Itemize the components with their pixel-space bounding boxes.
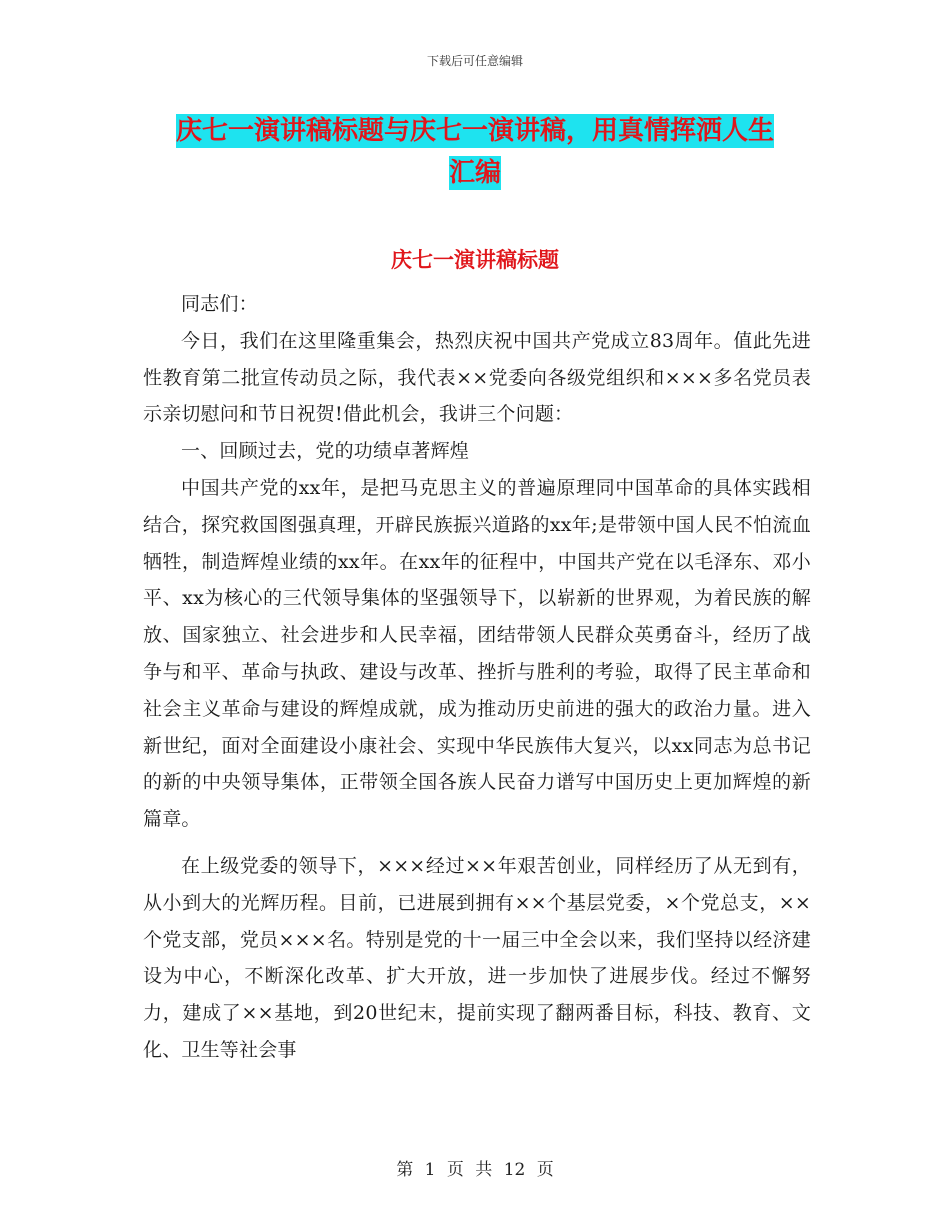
paragraph-local: 在上级党委的领导下，×××经过××年艰苦创业，同样经历了从无到有，从小到大的光辉历程。目前，已进展到拥有××个基层党委，×个党总支，××个党支部，党员×××名。特别是党的十一届三中全会以来，我们坚持以经济建设为中心，不断深化改革、扩大开放，进一步加快了进展步伐。经过不懈努力，建成了××基地，到20世纪末，提前实现了翻两番目标，科技、教育、文化、卫生等社会事 [143, 854, 811, 1061]
main-title-line1: 庆七一演讲稿标题与庆七一演讲稿，用真情挥洒人生 [175, 116, 774, 146]
paragraph-intro: 今日，我们在这里隆重集会，热烈庆祝中国共产党成立83周年。值此先进性教育第二批宣传动员之际，我代表××党委向各级党组织和×××多名党员表示亲切慰问和节日祝贺!借此机会，我讲三个问题： [143, 329, 811, 426]
section-title: 庆七一演讲稿标题 [391, 248, 559, 272]
paragraph-salutation: 同志们： [181, 293, 258, 315]
body-text [143, 286, 811, 1069]
main-title [140, 110, 810, 194]
page-footer: 第 1 页 共 12 页 [396, 1160, 554, 1180]
header-note: 下载后可任意编辑 [426, 54, 523, 68]
paragraph-history: 中国共产党的xx年，是把马克思主义的普遍原理同中国革命的具体实践相结合，探究救国图强真理，开辟民族振兴道路的xx年;是带领中国人民不怕流血牺牲，制造辉煌业绩的xx年。在xx年的征程中，中国共产党在以毛泽东、邓小平、xx为核心的三代领导集体的坚强领导下，以崭新的世界观，为着民族的解放、国家独立、社会进步和人民幸福，团结带领人民群众英勇奋斗，经历了战争与和平、革命与执政、建设与改革、挫折与胜利的考验，取得了民主革命和社会主义革命与建设的辉煌成就，成为推动历史前进的强大的政治力量。进入新世纪，面对全面建设小康社会、实现中华民族伟大复兴，以xx同志为总书记的新的中央领导集体，正带领全国各族人民奋力谱写中国历史上更加辉煌的新篇章。 [143, 476, 811, 831]
main-title-line2: 汇编 [448, 158, 501, 188]
paragraph-heading-1: 一、回顾过去，党的功绩卓著辉煌 [181, 440, 470, 463]
